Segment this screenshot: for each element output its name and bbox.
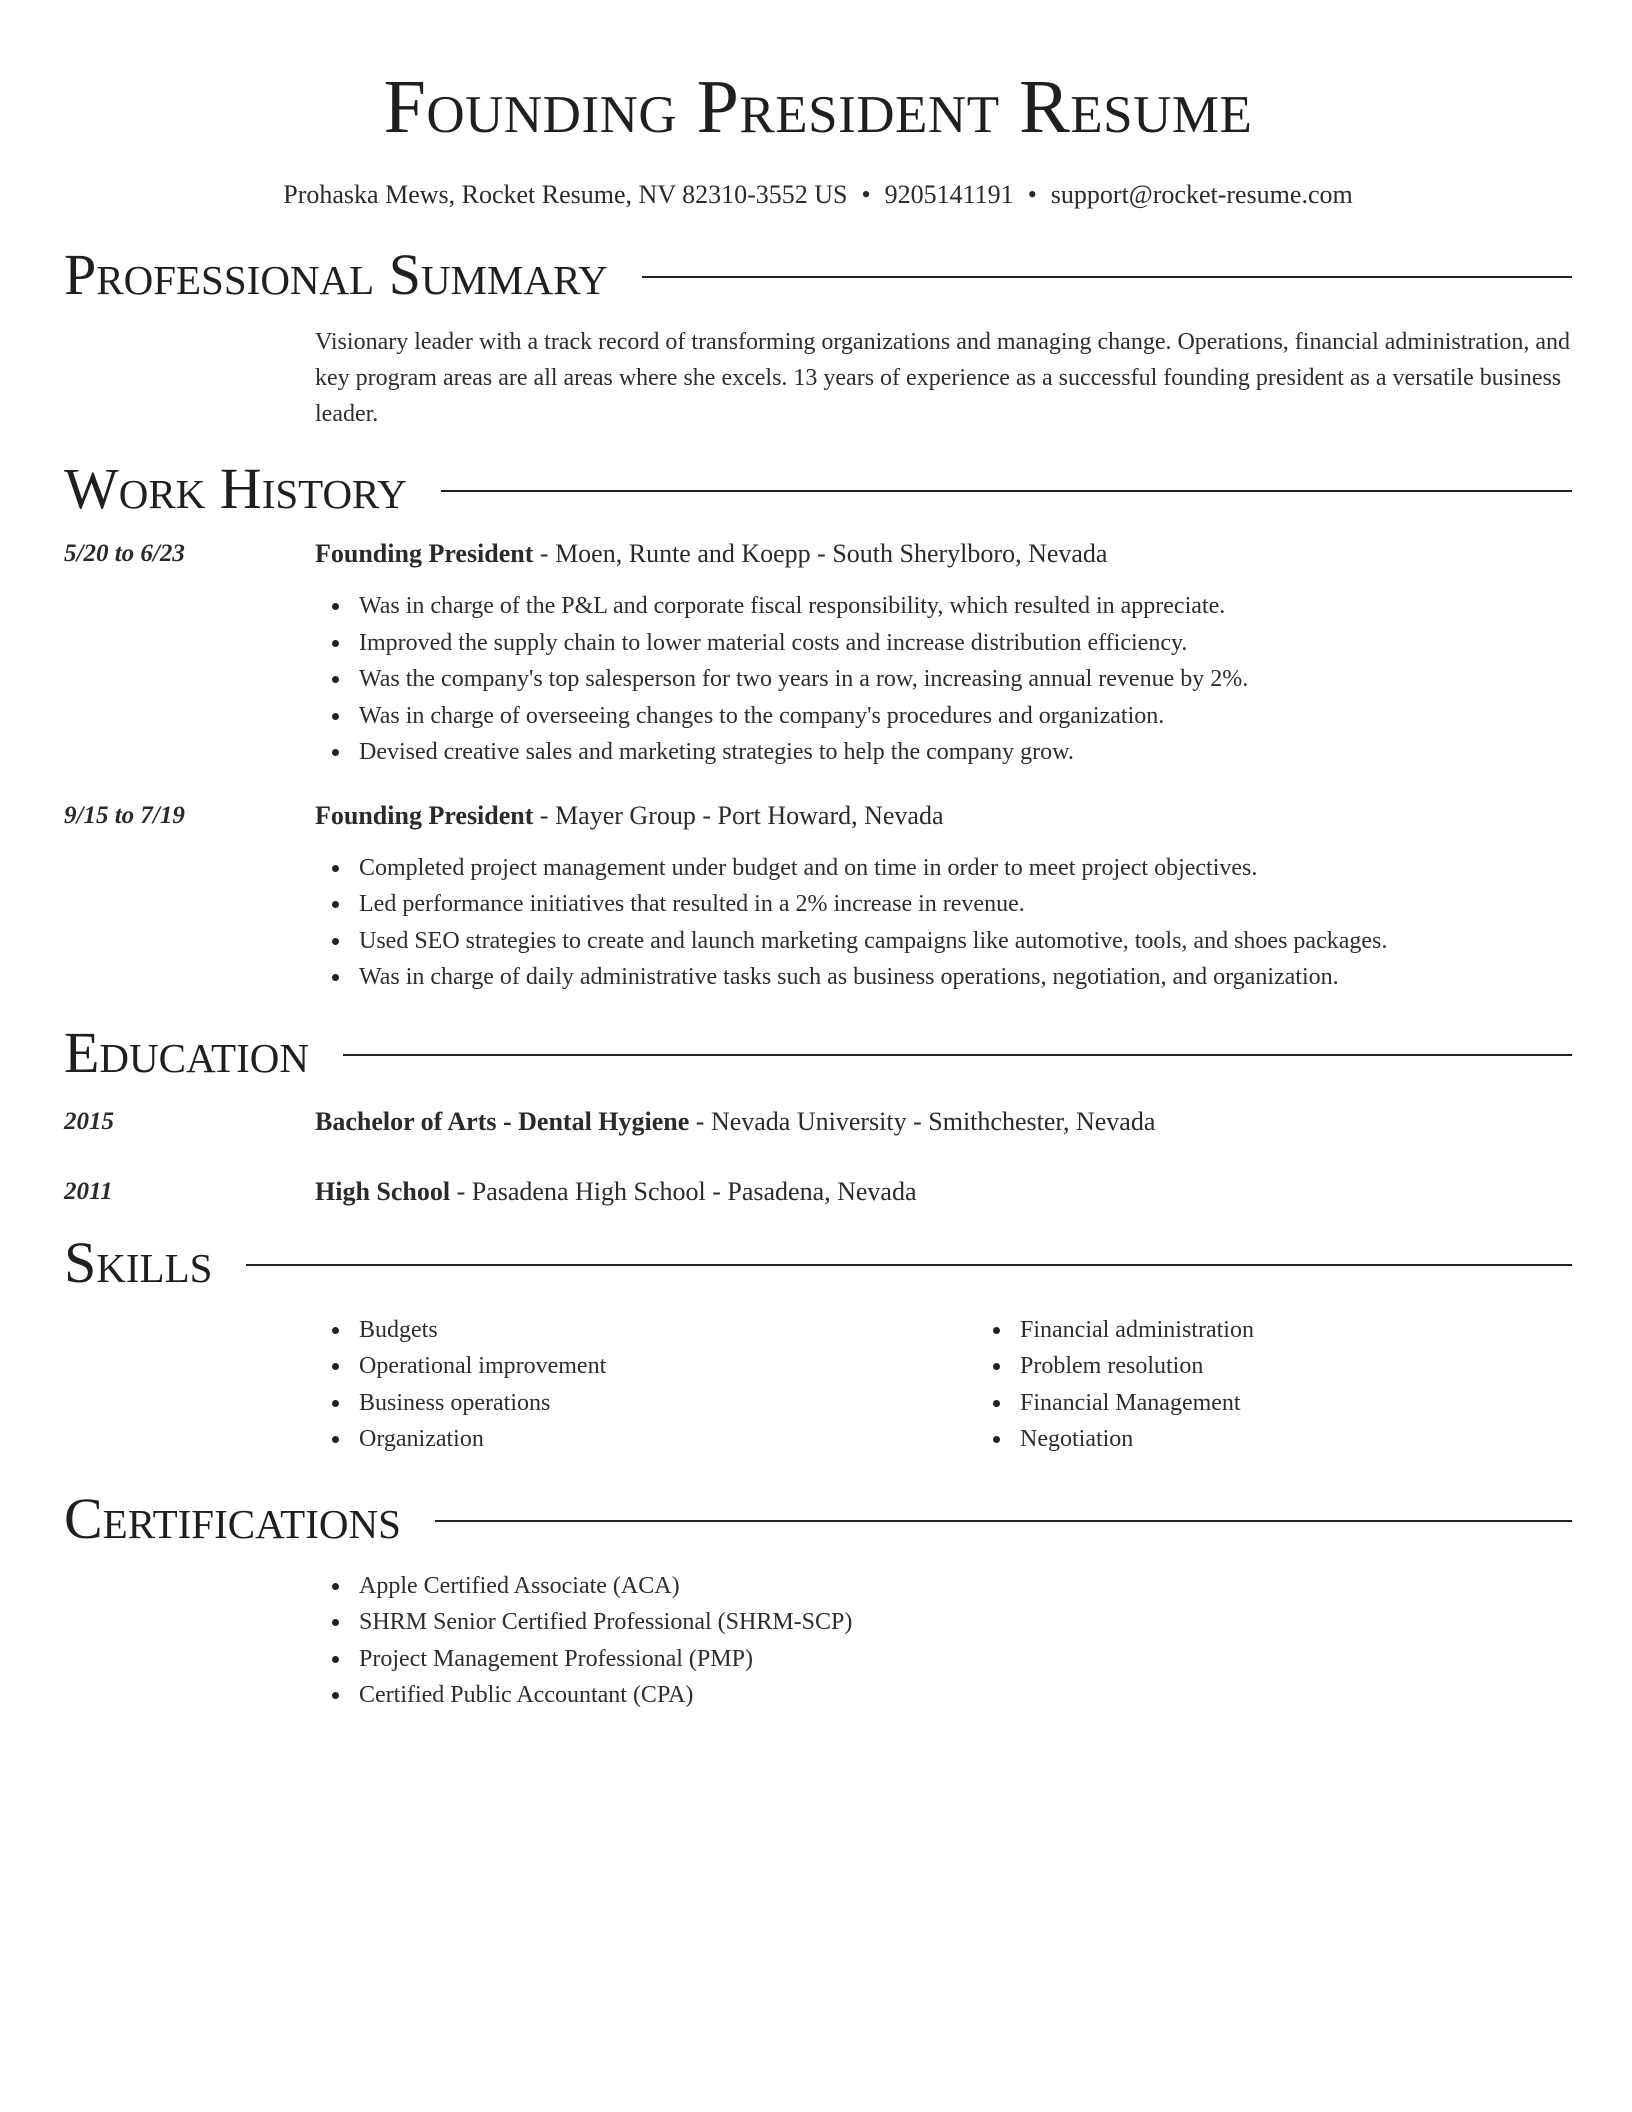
job-details: - Moen, Runte and Koepp - South Sherylboro, Nevada [533,539,1108,568]
skill-item: Operational improvement [359,1348,976,1385]
work-history-section [64,454,1572,996]
certifications-section-header [64,1484,1572,1554]
summary-section-header [64,240,1572,310]
education-section-header [64,1018,1572,1088]
work-history-heading: Work History [64,456,407,521]
education-heading: Education [64,1019,309,1085]
section-divider [441,490,1572,492]
summary-text: Visionary leader with a track record of transforming organizations and managing change. Operations, financial administration, and key program areas are all areas where she excels. 13 years of experience as a successful founding president as a versatile business leader. [315,329,1571,427]
job-header [315,798,1572,834]
section-divider [246,1264,1572,1266]
summary-heading: Professional Summary [64,242,608,307]
skills-heading: Skills [64,1229,213,1295]
section-divider [343,1054,1572,1056]
education-degree: High School [315,1176,451,1206]
job-bullet: Was in charge of the P&L and corporate fiscal responsibility, which resulted in appreciate. [359,588,1572,625]
summary-section [64,240,1572,432]
contact-address: Prohaska Mews, Rocket Resume, NV 82310-3552 US [283,180,848,209]
skills-grid [315,1312,1632,1458]
job-details: - Mayer Group - Port Howard, Nevada [533,800,944,830]
section-divider [435,1520,1572,1522]
education-entry [64,1104,1572,1140]
education-details: - Pasadena High School - Pasadena, Nevada [450,1176,917,1206]
certifications-spacer [64,1568,315,1714]
job-bullet: Devised creative sales and marketing strategies to help the company grow. [359,734,1572,771]
certification-item: Project Management Professional (PMP) [359,1641,1572,1678]
job-dates: 9/15 to 7/19 [64,801,185,829]
job-bullet: Improved the supply chain to lower material costs and increase distribution efficiency. [359,625,1572,662]
skills-list-right [976,1312,1632,1458]
certifications-heading: Certifications [64,1485,401,1551]
skills-spacer [64,1312,315,1458]
contact-line [64,178,1572,212]
skill-item: Financial administration [1020,1312,1632,1349]
education-details: - Nevada University - Smithchester, Nevada [689,1106,1156,1136]
contact-email: support@rocket-resume.com [1050,180,1353,209]
certifications-section [64,1484,1572,1714]
job-header [315,536,1572,572]
education-degree: Bachelor of Arts - Dental Hygiene [315,1106,690,1136]
skills-list-left [315,1312,976,1458]
job-bullet: Led performance initiatives that resulted in a 2% increase in revenue. [359,886,1572,923]
resume-page [64,0,1572,1714]
contact-separator: • [861,180,871,209]
skill-item: Organization [359,1421,976,1458]
education-entry [64,1174,1572,1210]
contact-phone: 9205141191 [884,180,1014,209]
certification-item: Certified Public Accountant (CPA) [359,1677,1572,1714]
job-bullet: Was in charge of overseeing changes to the company's procedures and organization. [359,698,1572,735]
certification-item: SHRM Senior Certified Professional (SHRM-SCP) [359,1604,1572,1641]
education-header [315,1104,1572,1140]
job-bullet: Completed project management under budget and on time in order to meet project objectives. [359,850,1572,887]
job-title: Founding President [315,539,534,568]
job-bullet: Used SEO strategies to create and launch marketing campaigns like automotive, tools, and shoes packages. [359,923,1572,960]
section-divider [642,276,1572,278]
certification-item: Apple Certified Associate (ACA) [359,1568,1572,1605]
skills-section-header [64,1228,1572,1298]
job-bullet: Was in charge of daily administrative tasks such as business operations, negotiation, and organization. [359,959,1572,996]
certifications-list [315,1568,1572,1714]
education-year: 2011 [64,1177,113,1205]
job-bullet-list [315,588,1572,771]
skill-item: Business operations [359,1385,976,1422]
job-entry [64,798,1572,996]
job-bullet: Was the company's top salesperson for two years in a row, increasing annual revenue by 2%. [359,661,1572,698]
skill-item: Financial Management [1020,1385,1632,1422]
page-title: Founding President Resume [383,65,1253,149]
job-bullet-list [315,850,1572,996]
skill-item: Problem resolution [1020,1348,1632,1385]
education-year: 2015 [64,1107,114,1135]
education-header [315,1174,1572,1210]
summary-spacer [64,324,315,432]
education-section [64,1018,1572,1210]
job-dates: 5/20 to 6/23 [64,540,185,567]
job-entry [64,536,1572,771]
job-title: Founding President [315,800,534,830]
skills-section [64,1228,1572,1458]
skill-item: Negotiation [1020,1421,1632,1458]
contact-separator: • [1027,180,1037,209]
work-history-section-header [64,454,1572,524]
skill-item: Budgets [359,1312,976,1349]
